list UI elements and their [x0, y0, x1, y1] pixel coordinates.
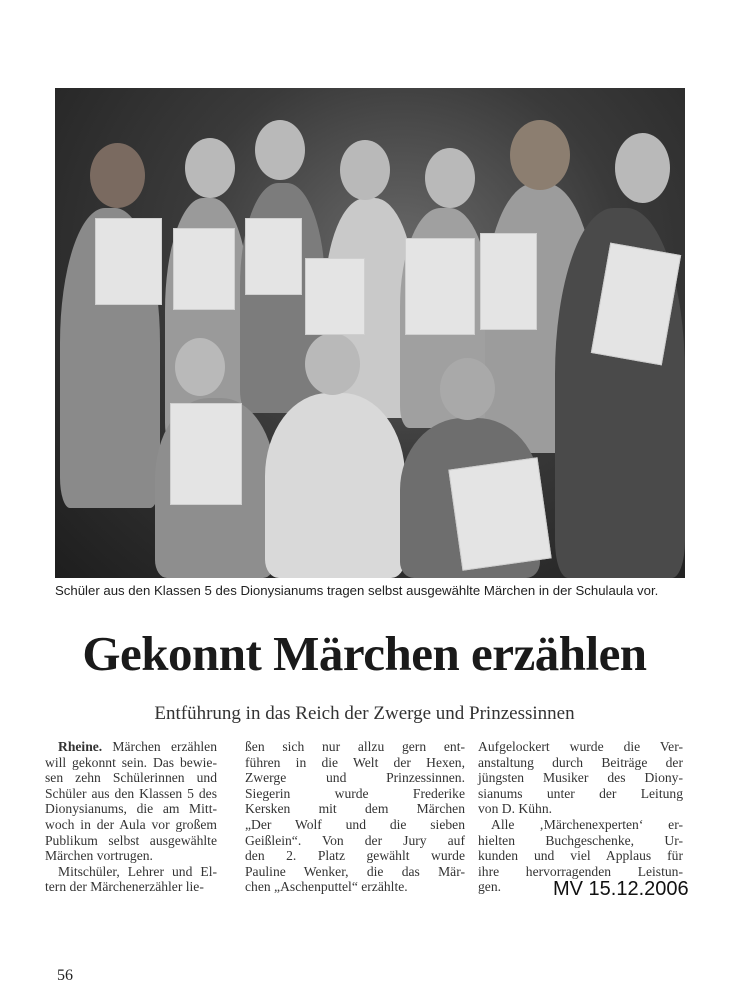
text-line: Aufgelockert wurde die Ver- [478, 739, 683, 754]
article-column-3 [478, 739, 683, 895]
subtitle: Entführung in das Reich der Zwerge und Prinzessinnen [154, 703, 575, 724]
text-line: chen „Aschenputtel“ erzählte. [245, 879, 408, 895]
article-column-2 [245, 739, 465, 895]
text-line: ihre hervorragenden Leistun- [478, 863, 683, 879]
text-line: anstaltung durch Beiträge der [478, 754, 683, 770]
text-line: jüngsten Musiker des Diony- [478, 770, 683, 786]
text-line: Dionysianums, die am Mitt- [45, 801, 217, 817]
text-line: ßen sich nur allzu gern ent- [245, 739, 465, 754]
text-line: kunden und viel Applaus für [478, 848, 683, 864]
text-line: gen. [478, 879, 502, 895]
text-line: Geißlein“. Von der Jury auf [245, 832, 465, 848]
page-number: 56 [57, 967, 73, 984]
text-line: Publikum selbst ausgewählte [45, 832, 217, 848]
text-line: hielten Buchgeschenke, Ur- [478, 832, 683, 848]
article-column-1 [45, 739, 217, 895]
text-line: Rheine. Märchen erzählen [58, 739, 217, 754]
text-line: Mitschüler, Lehrer und El- [58, 863, 217, 879]
source-date: MV 15.12.2006 [553, 878, 689, 900]
headline: Gekonnt Märchen erzählen [82, 626, 647, 681]
text-line: Zwerge und Prinzessinnen. [245, 770, 465, 786]
text-line: Siegerin wurde Frederike [245, 785, 465, 801]
text-line: von D. Kühn. [478, 801, 553, 817]
text-line: den 2. Platz gewählt wurde [245, 848, 465, 864]
text-line: sen zehn Schülerinnen und [45, 770, 217, 786]
article-photo [55, 88, 685, 578]
text-line: Alle ‚Märchenexperten‘ er- [491, 816, 683, 832]
text-line: tern der Märchenerzähler lie- [45, 879, 204, 895]
text-line: woch in der Aula vor großem [45, 816, 217, 832]
text-line: Märchen vortrugen. [45, 848, 153, 864]
text-line: Schüler aus den Klassen 5 des [45, 785, 217, 801]
text-line: Pauline Wenker, die das Mär- [245, 863, 465, 879]
dateline: Rheine. [58, 739, 103, 754]
text-line: Kersken mit dem Märchen [245, 801, 465, 817]
text-line: sianums unter der Leitung [478, 785, 683, 801]
photo-caption: Schüler aus den Klassen 5 des Dionysianums tragen selbst ausgewählte Märchen in der Schulaula vor. [55, 583, 659, 598]
text-line: „Der Wolf und die sieben [245, 816, 465, 832]
text-line: führen in die Welt der Hexen, [245, 754, 465, 770]
text-line: will gekonnt sein. Das bewie- [45, 754, 217, 770]
